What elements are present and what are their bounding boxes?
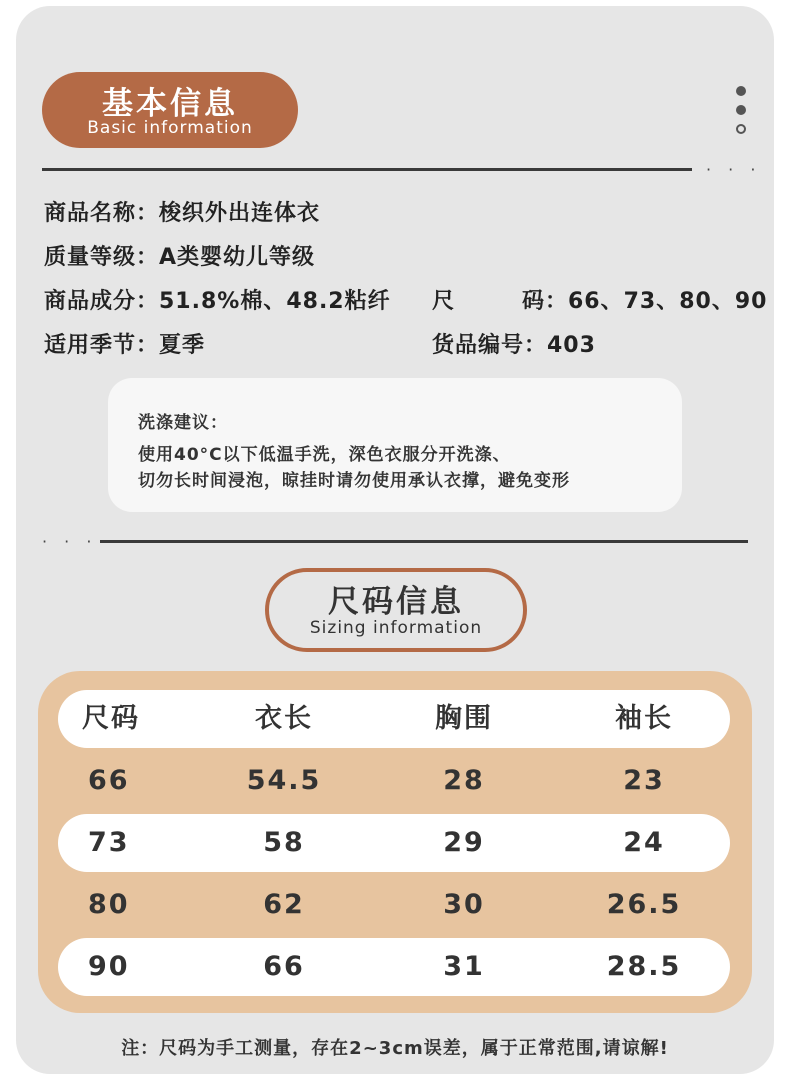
table-cell: 66 xyxy=(263,951,305,982)
washing-advice-line2: 切勿长时间浸泡，晾挂时请勿使用承认衣撑，避免变形 xyxy=(138,471,570,491)
table-cell: 29 xyxy=(443,827,485,858)
divider-bottom xyxy=(100,540,748,543)
ellipsis-top: · · · xyxy=(706,160,762,179)
quality-grade: 质量等级：A类婴幼儿等级 xyxy=(44,245,316,270)
divider-top xyxy=(42,168,692,171)
table-header: 尺码 xyxy=(82,703,140,734)
table-cell: 30 xyxy=(443,889,485,920)
ellipsis-bottom: · · · xyxy=(42,532,98,551)
washing-advice-title: 洗涤建议： xyxy=(138,413,228,433)
table-row xyxy=(58,752,730,810)
table-cell: 28.5 xyxy=(606,951,682,982)
basic-info-subtitle: Basic information xyxy=(87,118,253,138)
table-cell: 26.5 xyxy=(606,889,682,920)
table-cell: 28 xyxy=(443,765,485,796)
table-row xyxy=(58,876,730,934)
table-cell: 90 xyxy=(88,951,130,982)
table-cell: 80 xyxy=(88,889,130,920)
table-header: 胸围 xyxy=(435,703,493,734)
basic-info-header xyxy=(42,72,298,148)
table-header: 衣长 xyxy=(255,703,313,734)
table-cell: 24 xyxy=(623,827,665,858)
measurement-note: 注：尺码为手工测量，存在2~3cm误差，属于正常范围,请谅解! xyxy=(121,1038,669,1059)
table-cell: 66 xyxy=(88,765,130,796)
table-cell: 73 xyxy=(88,827,130,858)
product-name: 商品名称：梭织外出连体衣 xyxy=(44,201,321,226)
table-header: 袖长 xyxy=(615,703,673,734)
sizing-info-title: 尺码信息 xyxy=(328,584,464,620)
table-cell: 31 xyxy=(443,951,485,982)
washing-advice-box xyxy=(108,378,682,512)
sizing-info-header xyxy=(265,568,527,652)
washing-advice-line1: 使用40°C以下低温手洗，深色衣服分开洗涤、 xyxy=(138,445,511,465)
size-values: 码：66、73、80、90 xyxy=(522,289,768,314)
table-row xyxy=(58,938,730,996)
table-cell: 23 xyxy=(623,765,665,796)
dots-icon xyxy=(736,86,746,143)
table-cell: 62 xyxy=(263,889,305,920)
sizing-info-subtitle: Sizing information xyxy=(309,618,483,638)
season: 适用季节：夏季 xyxy=(44,333,206,358)
table-cell: 54.5 xyxy=(246,765,322,796)
table-header-row xyxy=(58,690,730,748)
item-number: 货品编号：403 xyxy=(432,333,596,358)
table-row xyxy=(58,814,730,872)
size-label: 尺 xyxy=(432,289,456,314)
composition: 商品成分：51.8%棉、48.2粘纤 xyxy=(44,289,391,314)
basic-info-title: 基本信息 xyxy=(102,86,238,122)
table-cell: 58 xyxy=(263,827,305,858)
